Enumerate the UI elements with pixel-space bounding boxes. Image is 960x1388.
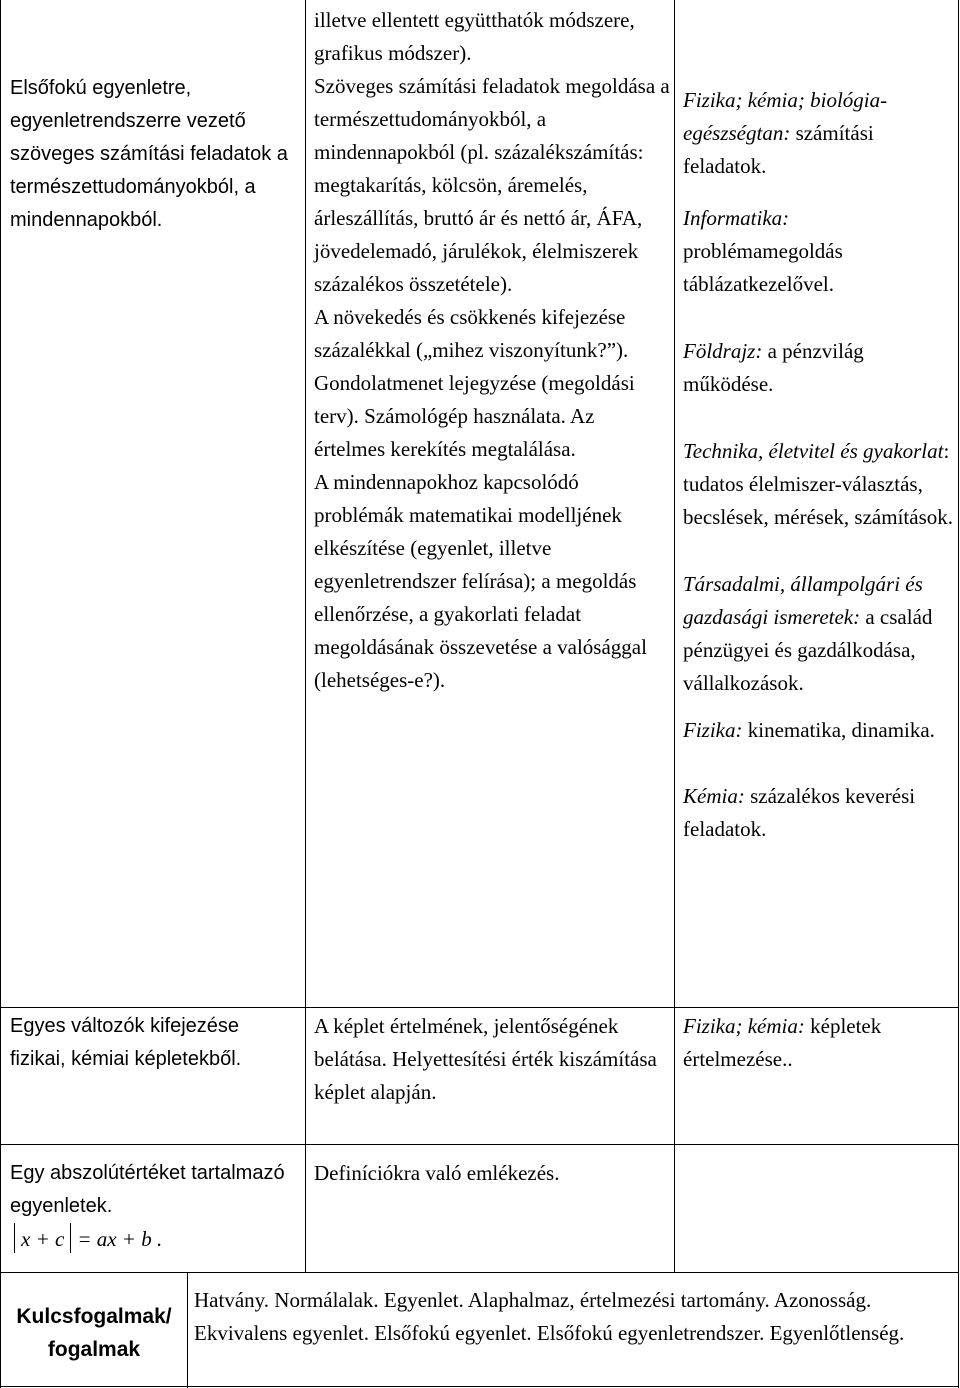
link-subject: Kémia: bbox=[683, 784, 745, 808]
row1-content-paragraph: A növekedés és csökkenés kifejezése százalékkal („mihez viszonyítunk?”). Gondolatmenet lejegyzése (megoldási terv). Számológép használata. Az értelmes kerekítés megtalálása. bbox=[314, 305, 635, 461]
formula-right: = ax + b . bbox=[77, 1227, 163, 1251]
row1-content-paragraph: A mindennapokhoz kapcsolódó problémák matematikai modelljének elkészítése (egyenlet, illetve egyenletrendszer felírása); a megoldás ellenőrzése, a gyakorlati feladat megoldásának összevetése a valósággal (lehetséges-e?). bbox=[314, 470, 647, 692]
link-subject: Technika, életvitel és gyakorlat bbox=[683, 439, 944, 463]
link-geography bbox=[683, 335, 953, 401]
row2-topic-text: Egyes változók kifejezése fizikai, kémiai képletekből. bbox=[10, 1015, 242, 1070]
key-concepts-text bbox=[194, 1284, 954, 1350]
row2-topic bbox=[10, 1010, 300, 1076]
footer-divider bbox=[187, 1272, 188, 1388]
key-concepts-label bbox=[4, 1300, 184, 1366]
abs-bar-right bbox=[70, 1223, 71, 1253]
row3-content bbox=[314, 1157, 670, 1190]
column-divider-2 bbox=[674, 0, 675, 1272]
row1-content-paragraph: Szöveges számítási feladatok megoldása a természettudományokból, a mindennapokból (pl. százalékszámítás: megtakarítás, kölcsön, áremelés, árleszállítás, bruttó ár és nettó ár, ÁFA, jövedelemadó, járulékok, élelmiszerek százalékos összetétele). bbox=[314, 74, 670, 296]
link-subject: Társadalmi, állampolgári és gazdasági ismeretek: bbox=[683, 572, 923, 629]
link-text: problémamegoldás táblázatkezelővel. bbox=[683, 239, 843, 296]
link-informatics bbox=[683, 202, 953, 301]
key-concepts-label-text: Kulcsfogalmak/ fogalmak bbox=[16, 1305, 172, 1361]
table-border-right bbox=[958, 0, 959, 1388]
link-text: képletek értelmezése.. bbox=[683, 1014, 882, 1071]
row-divider-1 bbox=[0, 1007, 959, 1008]
row1-links bbox=[683, 84, 953, 846]
row3-content-text: Definíciókra való emlékezés. bbox=[314, 1161, 560, 1185]
link-physics-chem-bio bbox=[683, 84, 953, 183]
link-text: százalékos keverési feladatok. bbox=[683, 784, 916, 841]
table-border-left bbox=[0, 0, 1, 1388]
absolute-value-equation bbox=[10, 1223, 300, 1256]
link-text: : tudatos élelmiszer-választás, becslések, mérések, számítások. bbox=[683, 439, 953, 529]
link-subject: Földrajz: bbox=[683, 339, 763, 363]
link-text: számítási feladatok. bbox=[683, 121, 874, 178]
link-subject: Fizika: bbox=[683, 718, 743, 742]
key-concepts-list: Hatvány. Normálalak. Egyenlet. Alaphalmaz, értelmezési tartomány. Azonosság. Ekvivalens egyenlet. Elsőfokú egyenlet. Elsőfokú egyenletrendszer. Egyenlőtlenség. bbox=[194, 1288, 905, 1345]
link-social-studies bbox=[683, 568, 953, 700]
link-chemistry bbox=[683, 780, 953, 846]
row-divider-2 bbox=[0, 1144, 959, 1145]
row-divider-3 bbox=[0, 1272, 959, 1273]
link-text: a pénzvilág működése. bbox=[683, 339, 864, 396]
row3-topic-text: Egy abszolútértéket tartalmazó egyenletek. bbox=[10, 1162, 285, 1217]
abs-bar-left bbox=[14, 1223, 15, 1253]
row2-content bbox=[314, 1010, 670, 1109]
link-subject: Fizika; kémia; biológia-egészségtan: bbox=[683, 88, 888, 145]
link-text: kinematika, dinamika. bbox=[742, 718, 935, 742]
row2-content-text: A képlet értelmének, jelentőségének belátása. Helyettesítési érték kiszámítása képlet alapján. bbox=[314, 1014, 657, 1104]
row2-links bbox=[683, 1010, 953, 1076]
row1-topic-text: Elsőfokú egyenletre, egyenletrendszerre vezető szöveges számítási feladatok a természettudományokból, a mindennapokból. bbox=[10, 77, 288, 231]
row1-content bbox=[314, 4, 670, 697]
row1-content-paragraph: illetve ellentett együtthatók módszere, grafikus módszer). bbox=[314, 8, 635, 65]
link-subject: Fizika; kémia: bbox=[683, 1014, 805, 1038]
link-technology bbox=[683, 435, 953, 534]
row3-topic bbox=[10, 1157, 300, 1256]
table-border-bottom bbox=[0, 1386, 959, 1387]
link-subject: Informatika: bbox=[683, 206, 790, 230]
formula-left: x + c bbox=[21, 1227, 65, 1251]
link-physics bbox=[683, 714, 953, 747]
column-divider-1 bbox=[305, 0, 306, 1272]
link-text: a család pénzügyei és gazdálkodása, vállalkozások. bbox=[683, 605, 933, 695]
row1-topic bbox=[10, 72, 300, 237]
